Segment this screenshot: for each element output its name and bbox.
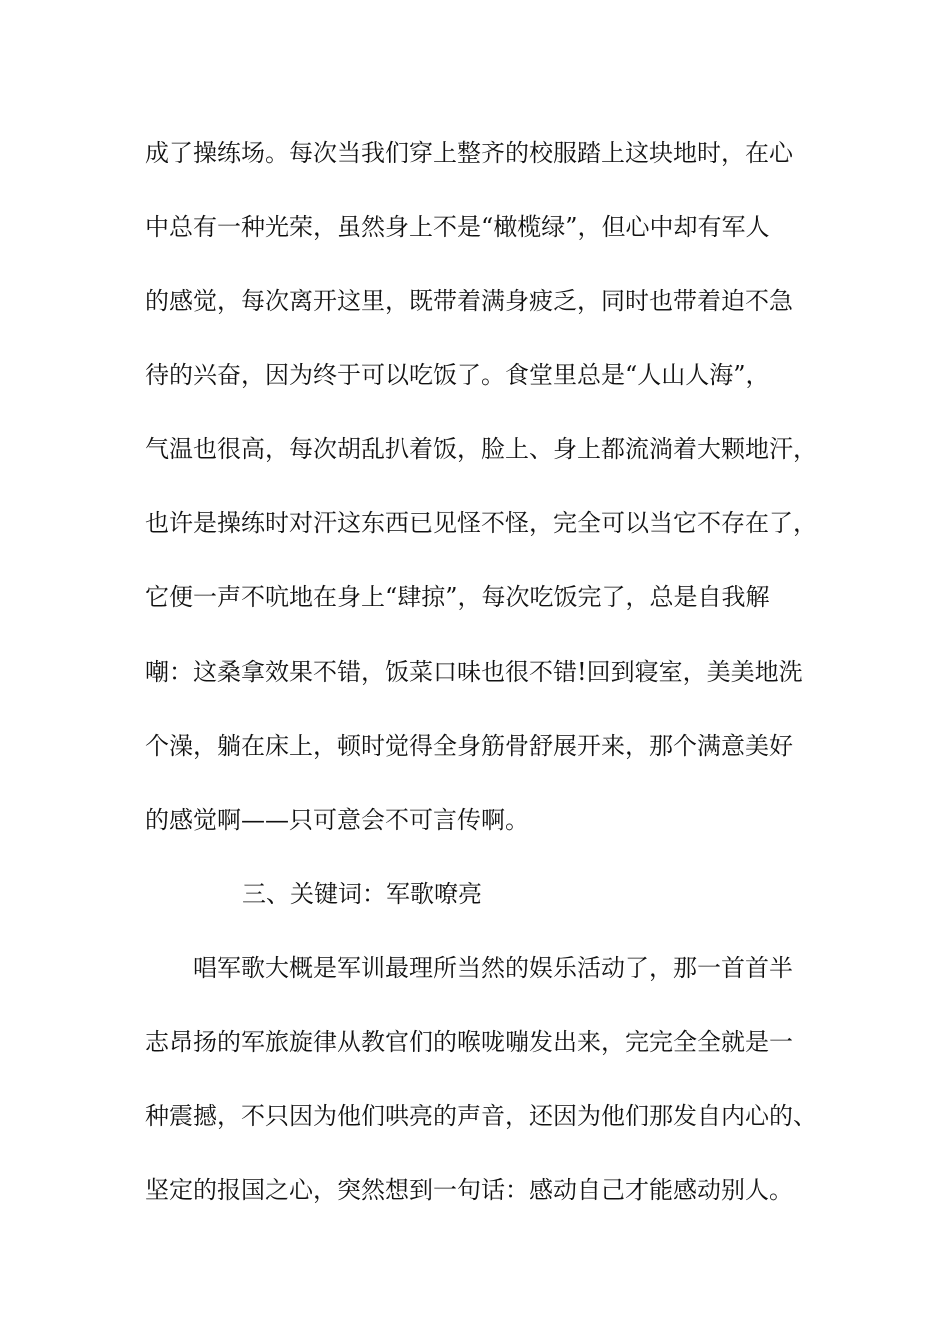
paragraph-line: 嘲：这桑拿效果不错，饭菜口味也很不错!回到寝室，美美地洗: [145, 658, 803, 686]
paragraph-line: 个澡，躺在床上，顿时觉得全身筋骨舒展开来，那个满意美好: [145, 732, 793, 760]
paragraph-line: 气温也很高，每次胡乱扒着饭，脸上、身上都流淌着大颗地汗，: [145, 435, 817, 463]
paragraph-line: 待的兴奋，因为终于可以吃饭了。食堂里总是“人山人海”，: [145, 361, 770, 389]
paragraph-line: 也许是操练时对汗这东西已见怪不怪，完全可以当它不存在了，: [145, 509, 817, 537]
paragraph-line: 唱军歌大概是军训最理所当然的娱乐活动了，那一首首半: [193, 954, 793, 982]
section-heading: 三、关键词：军歌嘹亮: [242, 880, 482, 908]
paragraph-line: 它便一声不吭地在身上“肆掠”，每次吃饭完了，总是自我解: [145, 583, 770, 611]
paragraph-line: 中总有一种光荣，虽然身上不是“橄榄绿”，但心中却有军人: [145, 213, 770, 241]
paragraph-line: 的感觉，每次离开这里，既带着满身疲乏，同时也带着迫不急: [145, 287, 793, 315]
paragraph-line: 志昂扬的军旅旋律从教官们的喉咙嘣发出来，完完全全就是一: [145, 1028, 793, 1056]
paragraph-line: 的感觉啊——只可意会不可言传啊。: [145, 806, 529, 834]
paragraph-line: 成了操练场。每次当我们穿上整齐的校服踏上这块地时，在心: [145, 139, 793, 167]
paragraph-line: 坚定的报国之心，突然想到一句话：感动自己才能感动别人。: [145, 1176, 793, 1204]
paragraph-line: 种震撼，不只因为他们哄亮的声音，还因为他们那发自内心的、: [145, 1102, 817, 1130]
